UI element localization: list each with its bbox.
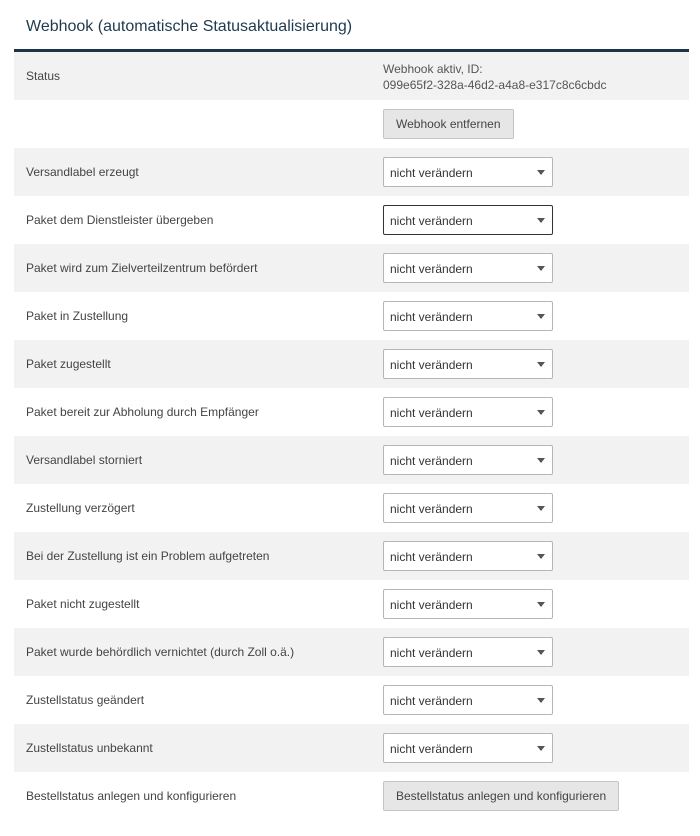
order-status-select[interactable] <box>383 637 553 667</box>
status-mapping-label: Paket zugestellt <box>26 357 111 371</box>
order-status-label: Bestellstatus anlegen und konfigurieren <box>26 789 237 803</box>
status-mapping-label: Paket bereit zur Abholung durch Empfänger <box>26 405 259 419</box>
order-status-select[interactable] <box>383 397 553 427</box>
status-mapping-label: Paket wird zum Zielverteilzentrum befördert <box>26 261 258 275</box>
order-status-select[interactable] <box>383 157 553 187</box>
caret-down-icon <box>537 698 545 703</box>
status-mapping-label: Zustellstatus geändert <box>26 693 145 707</box>
caret-down-icon <box>537 650 545 655</box>
status-mapping-row <box>14 532 689 580</box>
caret-down-icon <box>537 266 545 271</box>
caret-down-icon <box>537 506 545 511</box>
select-value: nicht verändern <box>390 358 473 372</box>
order-status-select[interactable] <box>383 685 553 715</box>
caret-down-icon <box>537 362 545 367</box>
select-value: nicht verändern <box>390 454 473 468</box>
caret-down-icon <box>537 170 545 175</box>
status-mapping-row <box>14 676 689 724</box>
status-mapping-label: Paket in Zustellung <box>26 309 129 323</box>
order-status-row <box>14 772 689 820</box>
order-status-select[interactable] <box>383 589 553 619</box>
webhook-panel <box>14 0 689 820</box>
status-mapping-label: Bei der Zustellung ist ein Problem aufgetreten <box>26 549 270 563</box>
caret-down-icon <box>537 746 545 751</box>
order-status-select[interactable] <box>383 253 553 283</box>
select-value: nicht verändern <box>390 310 473 324</box>
create-order-status-button[interactable]: Bestellstatus anlegen und konfigurieren <box>383 781 619 811</box>
remove-webhook-row <box>14 100 689 148</box>
webhook-id: 099e65f2-328a-46d2-a4a8-e317c8c6cbdc <box>383 78 607 92</box>
order-status-select[interactable] <box>383 301 553 331</box>
select-value: nicht verändern <box>390 550 473 564</box>
status-mapping-label: Paket wurde behördlich vernichtet (durch Zoll o.ä.) <box>26 645 295 659</box>
caret-down-icon <box>537 458 545 463</box>
status-mapping-list <box>14 148 689 772</box>
order-status-select[interactable] <box>383 733 553 763</box>
status-mapping-row <box>14 244 689 292</box>
select-value: nicht verändern <box>390 166 473 180</box>
caret-down-icon <box>537 218 545 223</box>
status-mapping-row <box>14 628 689 676</box>
status-mapping-row <box>14 724 689 772</box>
caret-down-icon <box>537 314 545 319</box>
order-status-select[interactable] <box>383 445 553 475</box>
status-mapping-label: Paket dem Dienstleister übergeben <box>26 213 214 227</box>
status-mapping-row <box>14 292 689 340</box>
status-mapping-label: Zustellung verzögert <box>26 501 135 515</box>
order-status-select[interactable] <box>383 493 553 523</box>
status-mapping-label: Versandlabel erzeugt <box>26 165 139 179</box>
status-mapping-label: Versandlabel storniert <box>26 453 143 467</box>
status-mapping-row <box>14 388 689 436</box>
select-value: nicht verändern <box>390 502 473 516</box>
select-value: nicht verändern <box>390 214 473 228</box>
select-value: nicht verändern <box>390 406 473 420</box>
webhook-status-line: Webhook aktiv, ID: <box>383 62 483 76</box>
caret-down-icon <box>537 410 545 415</box>
remove-webhook-button[interactable]: Webhook entfernen <box>383 109 514 139</box>
select-value: nicht verändern <box>390 742 473 756</box>
panel-title: Webhook (automatische Statusaktualisierung) <box>14 0 689 52</box>
status-mapping-label: Paket nicht zugestellt <box>26 597 140 611</box>
webhook-status-text <box>383 61 607 93</box>
order-status-select[interactable] <box>383 541 553 571</box>
status-mapping-row <box>14 148 689 196</box>
order-status-select[interactable] <box>383 349 553 379</box>
status-mapping-row <box>14 484 689 532</box>
status-mapping-label: Zustellstatus unbekannt <box>26 741 153 755</box>
status-label: Status <box>26 69 61 83</box>
status-mapping-row <box>14 196 689 244</box>
select-value: nicht verändern <box>390 694 473 708</box>
select-value: nicht verändern <box>390 598 473 612</box>
status-mapping-row <box>14 340 689 388</box>
status-row <box>14 52 689 100</box>
select-value: nicht verändern <box>390 646 473 660</box>
caret-down-icon <box>537 554 545 559</box>
status-mapping-row <box>14 580 689 628</box>
select-value: nicht verändern <box>390 262 473 276</box>
status-mapping-row <box>14 436 689 484</box>
order-status-select[interactable] <box>383 205 553 235</box>
caret-down-icon <box>537 602 545 607</box>
